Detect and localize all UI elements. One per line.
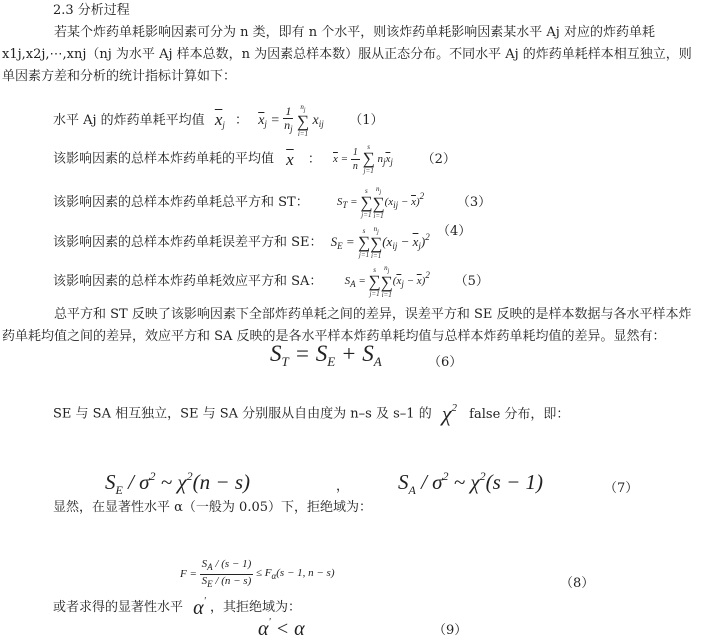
chi-square-symbol: $\chi^2$	[441, 401, 458, 426]
formula-2: $\overline{x}$ = $\frac{1}{n}$ s ∑ j=1 $n_j\overline{x}_j$	[333, 143, 393, 175]
equation-8: F = $\frac{S_A / (s - 1)}{S_E / (n - s)}$ ≤ $F_\alpha(s - 1$, n − s)	[180, 558, 335, 589]
formula-label-4: 该影响因素的总样本炸药单耗误差平方和 SE：	[53, 235, 323, 251]
formula-label-1: 水平 Aj 的炸药单耗平均值	[53, 113, 205, 129]
equation-number-7: （7）	[604, 481, 639, 496]
equation-number-8: （8）	[560, 576, 595, 591]
para3-tail: false 分布，即：	[469, 406, 570, 422]
formula-4: $S_E$ = s ∑ j=1 $n_j$ ∑ i=1 $(x_{ij} - \overline{x}_j)^2$	[330, 225, 430, 261]
formula-line-4	[53, 224, 472, 261]
formula-label-5: 该影响因素的总样本炸药单耗效应平方和 SA：	[53, 274, 323, 290]
colon: ：	[307, 151, 321, 167]
symbol-xbar-j: $\overline{x}_j$	[214, 110, 225, 131]
equation-7-left: $S_E / \sigma^2$ ~ $\chi^2(n - s)$	[105, 469, 250, 497]
formula-line-5	[53, 264, 489, 300]
formula-line-2	[53, 143, 456, 173]
paragraph-2: 总平方和 ST 反映了该影响因素下全部炸药单耗之间的差异，误差平方和 SE 反映的是样本数据与各水平样本炸药单耗均值之间的差异，效应平方和 SA 反映的是各水平样本炸药单耗均值与总样本炸药单耗均值的差异。显然有：	[2, 307, 692, 344]
formula-label-2: 该影响因素的总样本炸药单耗的平均值	[53, 151, 275, 167]
equation-7-comma: ，	[336, 479, 350, 494]
equation-number-5: （5）	[454, 274, 489, 290]
formula-3: $S_T$ = s ∑ j=1 $n_j$ ∑ i=1 $(x_{ij} - \overline{x})^2$	[336, 185, 425, 221]
formula-5: $S_A$ = s ∑ j=1 $n_j$ ∑ i=1 $(\overline{x}_j - \overline{x})^2$	[344, 264, 430, 300]
formula-label-3: 该影响因素的总样本炸药单耗总平方和 ST：	[53, 195, 309, 211]
para3-text: SE 与 SA 相互独立，SE 与 SA 分别服从自由度为 n–s 及 s–1 的	[53, 406, 432, 422]
alpha-prime-symbol: α'	[193, 596, 206, 619]
equation-7-right: $S_A / \sigma^2$ ~ $\chi^2(s - 1)$	[398, 469, 543, 497]
intro-paragraph: 若某个炸药单耗影响因素可分为 n 类，即有 n 个水平，则该炸药单耗影响因素某水平 Aj 对应的炸药单耗 x1j,x2j,⋯,xnj（nj 为水平 Aj 样本总数，n 为因素总样本数）服从正态分布。不同水平 Aj 的炸药单耗样本相互独立，则单因素方差和分析的统计指标计算如下：	[2, 25, 692, 84]
equation-number-6: （6）	[428, 355, 463, 370]
equation-number-9: （9）	[433, 623, 468, 638]
para5-text: 或者求得的显著性水平	[53, 600, 184, 615]
equation-number-1: （1）	[349, 113, 384, 129]
colon: ：	[235, 113, 249, 129]
equation-number-4: （4）	[437, 224, 472, 239]
symbol-xbar: $\overline{x}$	[286, 149, 294, 169]
paragraph-3	[53, 403, 569, 433]
paragraph-4: 显然，在显著性水平 α（一般为 0.05）下，拒绝域为：	[53, 500, 372, 515]
formula-line-3	[53, 185, 492, 221]
equation-6: $S_T = S_E + S_A$	[270, 341, 382, 369]
section-title: 2.3 分析过程	[53, 3, 130, 18]
para5-tail: ，其拒绝域为：	[209, 600, 301, 615]
equation-9: α' < α	[258, 617, 305, 640]
formula-1: $\overline{x}_j$ = $\frac{1}{n_j}$ $n_j$ ∑ i=1 $x_{ij}$	[258, 103, 324, 139]
formula-line-1	[53, 103, 384, 139]
equation-number-2: （2）	[421, 151, 456, 167]
equation-number-3: （3）	[456, 195, 492, 211]
